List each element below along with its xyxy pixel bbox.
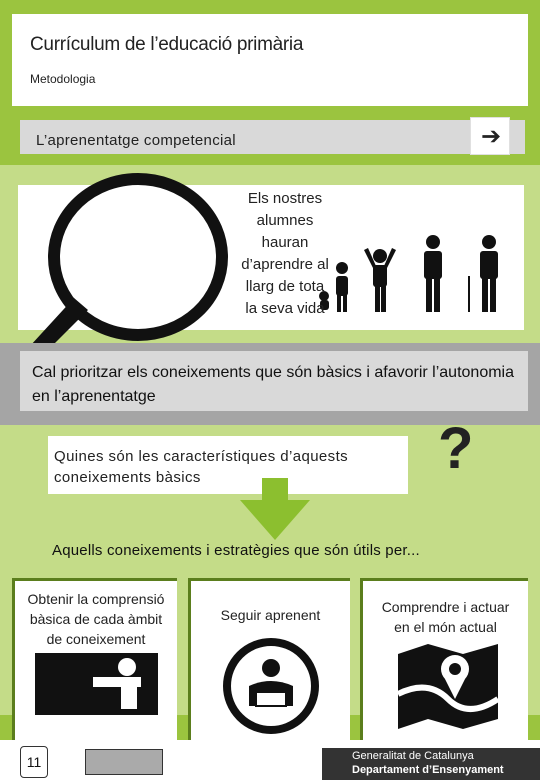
adult-icon <box>424 235 442 312</box>
map-pin-icon <box>393 639 503 731</box>
lifelong-line: alumnes <box>256 212 314 229</box>
org-line1: Generalitat de Catalunya <box>352 750 474 762</box>
section-title: L’aprenentatge competencial <box>36 132 236 149</box>
generalitat-logo <box>322 748 540 780</box>
cc-by-nc-nd-icon <box>85 749 163 775</box>
org-line2: Departament d’Ensenyament <box>352 764 504 776</box>
page-title: Currículum de l’educació primària <box>30 34 304 55</box>
reader-icon <box>216 636 326 736</box>
lifelong-line: Els nostres <box>247 190 323 207</box>
card-label: Comprendre i actuar en el món actual <box>381 599 510 635</box>
prioritize-box: Cal prioritzar els coneixements que són bàsics i afavorir l’autonomia en l’aprenentatge <box>20 351 528 411</box>
card-basic-understanding <box>12 578 177 743</box>
card-understand-world <box>360 578 528 743</box>
header-card <box>12 14 528 106</box>
lifelong-line: d’aprendre al <box>241 256 329 273</box>
arrow-down-icon <box>240 478 310 542</box>
question-mark-icon: ? <box>438 416 474 481</box>
card-label: Obtenir la comprensió bàsica de cada àmbit de coneixement <box>27 591 165 647</box>
lifelong-line: hauran <box>261 234 309 251</box>
magnifying-glass-icon <box>12 170 230 360</box>
question-box: Quines són les característiques d’aquests coneixements bàsics <box>48 436 408 494</box>
teacher-board-icon <box>35 653 160 715</box>
card-keep-learning <box>188 578 350 743</box>
lifelong-line: llarg de tota <box>245 278 325 295</box>
next-button[interactable] <box>470 117 510 155</box>
life-stages-figures <box>318 232 508 316</box>
card-label: Seguir aprenent <box>220 607 321 623</box>
teen-icon <box>364 248 396 312</box>
arrow-right-icon: ➔ <box>481 123 502 150</box>
section-bar <box>20 120 525 154</box>
lifelong-line: la seva vida <box>245 300 325 317</box>
lifelong-text <box>230 188 340 320</box>
page-subtitle: Metodologia <box>30 72 96 86</box>
page-number: 11 <box>20 746 48 778</box>
useful-for-text: Aquells coneixements i estratègies que són útils per... <box>52 542 420 559</box>
elder-icon <box>468 235 498 312</box>
